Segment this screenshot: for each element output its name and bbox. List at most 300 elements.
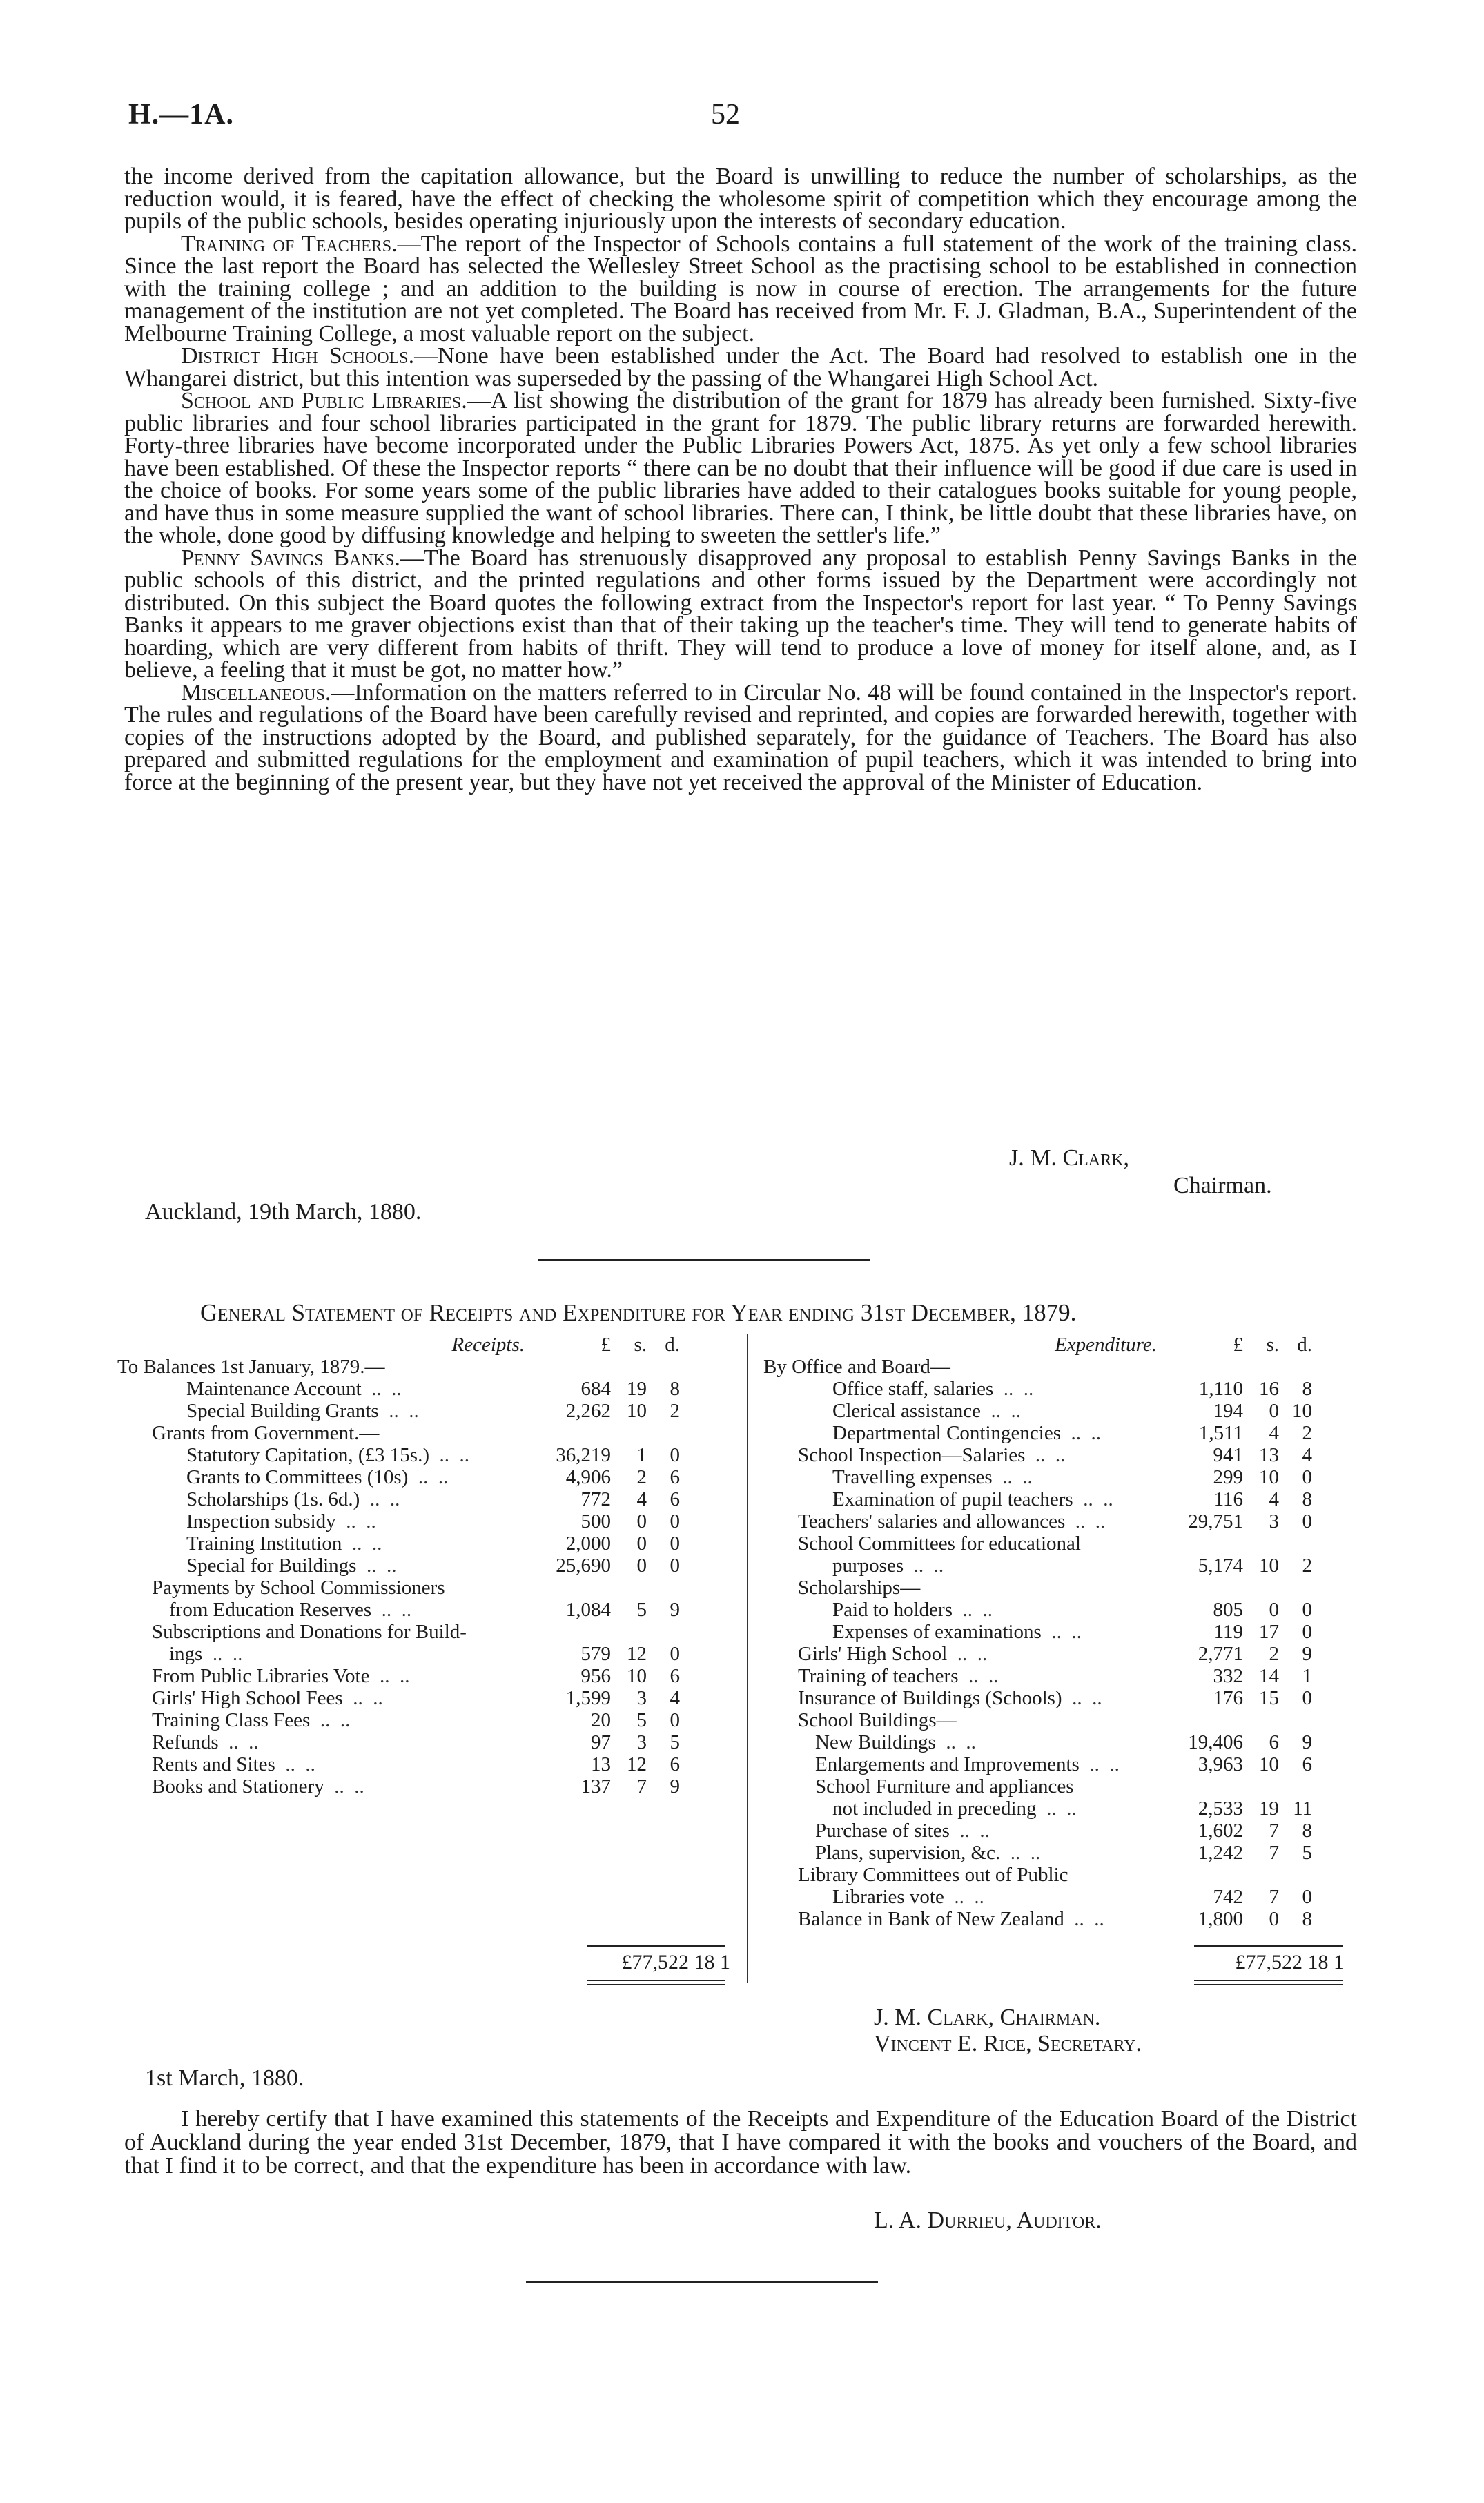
amount-pounds: 500 [580,1510,611,1532]
line-item-label [763,1908,1164,1930]
line-item-label [763,1599,1164,1621]
line-item-text: Special Building Grants [186,1400,379,1422]
line-item-text: Teachers' salaries and allowances [798,1510,1066,1532]
line-item-text: School Furniture and appliances [815,1775,1074,1798]
amount-pence: 4 [670,1687,680,1709]
amount-shillings: 10 [627,1665,647,1687]
leader-dots: .. .. [992,1466,1033,1488]
line-item-text: Clerical assistance [832,1400,981,1422]
line-item-label [763,1444,1164,1466]
page-number: 52 [711,99,740,130]
receipts-row [117,1356,680,1378]
amount-shillings: 19 [1259,1798,1279,1820]
line-item-label [763,1820,1164,1842]
report-reference: H.—1A. [128,99,234,130]
amount-shillings: 2 [636,1466,647,1488]
leader-dots: .. .. [1060,1422,1101,1444]
receipts-row [117,1400,680,1422]
leader-dots: .. .. [953,1599,993,1621]
amount-pence: 2 [1302,1555,1312,1577]
amount-pounds: 772 [580,1488,611,1510]
amount-shillings: 0 [1269,1400,1279,1422]
amount-pence: 6 [670,1753,680,1775]
amount-pence: 0 [1302,1466,1312,1488]
line-item-label [117,1510,531,1532]
amount-pence [647,1577,680,1599]
leader-dots: .. .. [342,1532,382,1555]
amount-shillings [1243,1577,1279,1599]
certificate-date: 1st March, 1880. [145,2065,304,2091]
amount-shillings: 6 [1269,1731,1279,1753]
leader-dots: .. .. [949,1820,990,1842]
amount-shillings: 17 [1259,1621,1279,1643]
line-item-text: Insurance of Buildings (Schools) [798,1687,1062,1709]
leader-dots: .. .. [1064,1908,1104,1930]
amount-pence: 0 [1302,1886,1312,1908]
line-item-text: Enlargements and Improvements [815,1753,1080,1775]
amount-pence [1279,1356,1312,1378]
paragraph-text: —A list showing the distribution of the grant for 1879 has already been furnished. Sixty-five public libraries and four school libraries participated in the grant for 1879. The public library returns are forwarded herewith. Forty-three libraries have become incorporated under the Public Libraries Powers Act, 1875. As yet only a few school libraries have been established. Of these the Inspector reports “ there can be no doubt that their influence will be good if due care is used in the choice of books. For some years some of the public libraries have added to their catalogues books suitable for young people, and have thus in some measure supplied the want of school libraries. There can, I think, be little doubt that these libraries have, on the whole, done good by diffusing knowledge and helping to sweeten the settler's life.” [124,388,1357,548]
amount-shillings: 5 [636,1599,647,1621]
amount-pounds: 742 [1213,1886,1243,1908]
leader-dots: .. .. [904,1555,944,1577]
expenditure-sum-rule [1194,1945,1343,1947]
amount-pence: 2 [670,1400,680,1422]
amount-shillings: 13 [1259,1444,1279,1466]
amount-pounds: 4,906 [565,1466,611,1488]
amount-shillings: 3 [1269,1510,1279,1532]
line-item-text: Books and Stationery [152,1775,324,1798]
line-item-text: Libraries vote [832,1886,944,1908]
line-item-text: purposes [832,1555,904,1577]
amount-pence [647,1621,680,1643]
amount-pence: 8 [1302,1378,1312,1400]
amount-pence: 5 [670,1731,680,1753]
line-item-label [763,1842,1164,1864]
expenditure-row [763,1599,1312,1621]
paragraph-text: the income derived from the capitation allowance, but the Board is unwilling to reduce the number of scholarships, as the reduction would, it is feared, have the effect of checking the wholesome spirit of competition which they encourage among the pupils of the public schools, besides operating injuriously upon the interests of secondary education. [124,164,1357,234]
expenditure-row [763,1687,1312,1709]
expenditure-row [763,1466,1312,1488]
line-item-text: Purchase of sites [815,1820,950,1842]
closing-divider [526,2281,878,2283]
amount-shillings: 16 [1259,1378,1279,1400]
line-item-text: Training of teachers [798,1665,959,1687]
line-item-label [763,1709,1164,1731]
amount-pence: 9 [1302,1643,1312,1665]
amount-pounds [1164,1532,1243,1555]
line-item-label [117,1621,531,1643]
leader-dots: .. .. [371,1599,412,1621]
receipts-row [117,1555,680,1577]
amount-shillings: 0 [636,1510,647,1532]
leader-dots: .. .. [1062,1687,1102,1709]
line-item-text: Girls' High School [798,1643,948,1665]
leader-dots: .. .. [275,1753,315,1775]
leader-dots: .. .. [218,1731,259,1753]
leader-dots: .. .. [342,1687,383,1709]
amount-shillings [611,1356,647,1378]
expenditure-table [763,1334,1312,1930]
leader-dots: .. .. [1000,1842,1041,1864]
auditor-signature: L. A. Durrieu, Auditor. [874,2208,1102,2233]
expenditure-row [763,1555,1312,1577]
leader-dots: .. .. [935,1731,976,1753]
paragraph-text: —None have been established under the Act. The Board had resolved to establish one in the Whangarei district, but this intention was superseded by the passing of the Whangarei High School Act. [124,343,1357,391]
amount-pounds: 1,511 [1198,1422,1243,1444]
amount-pounds: 941 [1213,1444,1243,1466]
amount-shillings: 12 [627,1753,647,1775]
amount-pounds: 684 [580,1378,611,1400]
amount-pounds: 1,242 [1198,1842,1243,1864]
amount-pence: 0 [1302,1510,1312,1532]
amount-pounds: 1,599 [565,1687,611,1709]
paragraph-training [124,233,1357,346]
line-item-text: Inspection subsidy [186,1510,336,1532]
line-item-label [117,1753,531,1775]
amount-pounds: 2,000 [565,1532,611,1555]
line-item-label [117,1643,531,1665]
amount-shillings [1243,1775,1279,1798]
pounds-header: £ [601,1334,611,1356]
receipts-row [117,1665,680,1687]
expenditure-row [763,1775,1312,1798]
receipts-table [117,1334,680,1798]
line-item-label [763,1798,1164,1820]
amount-shillings: 10 [1259,1466,1279,1488]
amount-shillings: 3 [636,1687,647,1709]
receipts-row [117,1731,680,1753]
pence-header: d. [1297,1334,1312,1356]
amount-pence: 8 [670,1378,680,1400]
line-item-label [763,1378,1164,1400]
leader-dots: .. .. [1065,1510,1106,1532]
expenditure-row [763,1356,1312,1378]
leader-dots: .. .. [1036,1798,1077,1820]
report-signatory-name: J. M. Clark, [1009,1145,1129,1171]
paragraph-miscellaneous [124,679,1357,795]
amount-pence: 0 [670,1555,680,1577]
amount-shillings [611,1422,647,1444]
amount-pounds: 116 [1213,1488,1243,1510]
amount-pence: 0 [670,1444,680,1466]
receipts-row [117,1709,680,1731]
expenditure-row [763,1577,1312,1599]
amount-pounds: 194 [1213,1400,1243,1422]
line-item-label [763,1775,1164,1798]
line-item-text: Training Institution [186,1532,342,1555]
amount-pounds: 25,690 [556,1555,611,1577]
line-item-label [117,1731,531,1753]
line-item-text: Grants to Committees (10s) [186,1466,409,1488]
leader-dots: .. .. [947,1643,988,1665]
amount-pounds: 97 [591,1731,611,1753]
expenditure-row [763,1532,1312,1555]
amount-pounds: 29,751 [1188,1510,1243,1532]
statement-signature-secretary: Vincent E. Rice, Secretary. [874,2031,1142,2056]
amount-pence: 5 [1302,1842,1312,1864]
expenditure-row [763,1753,1312,1775]
amount-pounds [1164,1356,1243,1378]
amount-pence: 1 [1302,1665,1312,1687]
line-item-text: not included in preceding [832,1798,1037,1820]
line-item-text: Subscriptions and Donations for Build- [152,1621,467,1643]
line-item-text: Travelling expenses [832,1466,993,1488]
leader-dots: .. .. [958,1665,999,1687]
amount-pounds [1164,1577,1243,1599]
receipts-row [117,1621,680,1643]
amount-pence: 0 [1302,1621,1312,1643]
receipts-row [117,1577,680,1599]
leader-dots: .. .. [310,1709,351,1731]
expenditure-row [763,1400,1312,1422]
line-item-text: Payments by School Commissioners [152,1577,445,1599]
amount-shillings: 3 [636,1731,647,1753]
amount-pence [1279,1709,1312,1731]
line-item-label [763,1687,1164,1709]
amount-pounds: 332 [1213,1665,1243,1687]
line-item-text: To Balances 1st January, 1879.— [117,1356,385,1378]
expenditure-row [763,1731,1312,1753]
report-place-date: Auckland, 19th March, 1880. [145,1199,422,1225]
line-item-label [117,1422,531,1444]
amount-pounds: 3,963 [1198,1753,1243,1775]
amount-pounds: 20 [591,1709,611,1731]
receipts-row [117,1643,680,1665]
pence-header: d. [665,1334,680,1356]
amount-pounds: 2,262 [565,1400,611,1422]
amount-pence [1279,1532,1312,1555]
leader-dots: .. .. [356,1555,397,1577]
expenditure-row [763,1842,1312,1864]
receipts-total-double-rule [587,1980,725,1985]
line-item-text: Statutory Capitation, (£3 15s.) [186,1444,429,1466]
receipts-total: £77,522 18 1 [621,1951,730,1974]
amount-shillings: 2 [1269,1643,1279,1665]
leader-dots: .. .. [1073,1488,1113,1510]
section-heading: District High Schools. [181,343,415,369]
amount-pence [1279,1577,1312,1599]
amount-pence [647,1422,680,1444]
line-item-text: School Committees for educational [798,1532,1081,1555]
amount-pence: 8 [1302,1908,1312,1930]
amount-shillings: 7 [636,1775,647,1798]
amount-pounds: 19,406 [1188,1731,1243,1753]
expenditure-header-row [763,1334,1312,1356]
amount-pounds: 36,219 [556,1444,611,1466]
amount-pounds: 1,800 [1198,1908,1243,1930]
amount-pence: 10 [1292,1400,1312,1422]
amount-pounds: 5,174 [1198,1555,1243,1577]
amount-pounds [531,1621,611,1643]
amount-pence: 6 [670,1488,680,1510]
receipts-header-row [117,1334,680,1356]
paragraph-intro [124,166,1357,233]
section-heading: Penny Savings Banks. [181,545,400,571]
line-item-label [117,1488,531,1510]
line-item-label [763,1753,1164,1775]
amount-pounds: 176 [1213,1687,1243,1709]
line-item-label [117,1444,531,1466]
amount-pence [1279,1775,1312,1798]
amount-pounds: 2,771 [1198,1643,1243,1665]
amount-shillings: 4 [1269,1422,1279,1444]
leader-dots: .. .. [324,1775,364,1798]
line-item-label [763,1621,1164,1643]
amount-pence: 0 [670,1643,680,1665]
amount-pence: 9 [670,1775,680,1798]
expenditure-row [763,1820,1312,1842]
line-item-text: New Buildings [815,1731,936,1753]
amount-shillings [1243,1864,1279,1886]
amount-shillings: 10 [1259,1753,1279,1775]
pounds-header: £ [1233,1334,1243,1356]
line-item-text: Scholarships— [798,1577,921,1599]
column-divider [747,1334,748,1983]
amount-pounds: 2,533 [1198,1798,1243,1820]
line-item-text: Refunds [152,1731,219,1753]
amount-pence: 9 [1302,1731,1312,1753]
paragraph-text: —The Board has strenuously disapproved any proposal to establish Penny Savings Banks in the public schools of this district, and the printed regulations and other forms issued by the Department were accordingly not distributed. On this subject the Board quotes the following extract from the Inspector's report for last year. “ To Penny Savings Banks it appears to me graver objections exist than that of their taking up the teacher's time. They will tend to generate habits of hoarding, which are very different from habits of thrift. They will tend to produce a love of money for itself alone, and, as I believe, a feeling that it must be got, no matter how.” [124,545,1358,683]
line-item-label [117,1775,531,1798]
amount-shillings: 15 [1259,1687,1279,1709]
line-item-label [763,1532,1164,1555]
amount-shillings: 7 [1269,1820,1279,1842]
paragraph-text: —The report of the Inspector of Schools contains a full statement of the work of the training class. Since the last report the Board has selected the Wellesley Street School as the practising school to be established in connection with the training college ; and an addition to the building is now in course of erection. The arrangements for the future management of the institution are not yet completed. The Board has received from Mr. F. J. Gladman, B.A., Superintendent of the Melbourne Training College, a most valuable report on the subject. [124,231,1357,347]
section-heading: School and Public Libraries. [181,388,467,413]
amount-shillings [1243,1356,1279,1378]
line-item-text: By Office and Board— [763,1356,950,1378]
expenditure-row [763,1444,1312,1466]
line-item-label [763,1665,1164,1687]
leader-dots: .. .. [429,1444,469,1466]
expenditure-row [763,1798,1312,1820]
leader-dots: .. .. [1079,1753,1120,1775]
expenditure-total: £77,522 18 1 [1235,1951,1344,1974]
expenditure-row [763,1864,1312,1886]
leader-dots: .. .. [361,1378,402,1400]
amount-shillings: 7 [1269,1842,1279,1864]
amount-pounds [531,1422,611,1444]
line-item-label [117,1687,531,1709]
line-item-label [117,1532,531,1555]
amount-pence [1279,1864,1312,1886]
leader-dots: .. .. [335,1510,376,1532]
amount-pence: 0 [1302,1687,1312,1709]
amount-pence: 6 [670,1466,680,1488]
paragraph-libraries [124,390,1357,547]
section-heading: Miscellaneous. [181,679,331,705]
amount-shillings: 10 [627,1400,647,1422]
line-item-text: ings [169,1643,203,1665]
line-item-label [117,1599,531,1621]
line-item-text: Training Class Fees [152,1709,311,1731]
leader-dots: .. .. [378,1400,419,1422]
amount-shillings [1243,1709,1279,1731]
amount-shillings [611,1577,647,1599]
amount-pence: 0 [670,1709,680,1731]
line-item-text: Special for Buildings [186,1555,357,1577]
amount-pence: 2 [1302,1422,1312,1444]
line-item-text: Examination of pupil teachers [832,1488,1073,1510]
receipts-row [117,1510,680,1532]
receipts-row [117,1466,680,1488]
amount-shillings: 19 [627,1378,647,1400]
receipts-row [117,1532,680,1555]
line-item-text: Scholarships (1s. 6d.) [186,1488,360,1510]
line-item-text: Grants from Government.— [152,1422,380,1444]
line-item-text: From Public Libraries Vote [152,1665,370,1687]
line-item-label [117,1400,531,1422]
expenditure-row [763,1665,1312,1687]
receipts-row [117,1753,680,1775]
line-item-label [117,1555,531,1577]
amount-pounds [1164,1864,1243,1886]
amount-pence [647,1356,680,1378]
amount-pounds: 805 [1213,1599,1243,1621]
auditor-certificate: I hereby certify that I have examined this statements of the Receipts and Expenditure of the Education Board of the District of Auckland during the year ended 31st December, 1879, that I have compared it with the books and vouchers of the Board, and that I find it to be correct, and that the expenditure has been in accordance with law. [124,2106,1357,2179]
line-item-label [117,1709,531,1731]
line-item-text: School Buildings— [798,1709,957,1731]
line-item-label [117,1356,531,1378]
line-item-label [763,1488,1164,1510]
amount-shillings: 7 [1269,1886,1279,1908]
leader-dots: .. .. [993,1378,1034,1400]
line-item-text: School Inspection—Salaries [798,1444,1026,1466]
report-body [124,166,1357,794]
expenditure-total-double-rule [1194,1980,1343,1985]
line-item-label [763,1422,1164,1444]
line-item-text: Office staff, salaries [832,1378,994,1400]
line-item-label [763,1400,1164,1422]
section-divider [538,1259,870,1261]
amount-pounds: 137 [580,1775,611,1798]
shillings-header: s. [1266,1334,1279,1356]
line-item-label [763,1886,1164,1908]
amount-pence: 0 [1302,1599,1312,1621]
leader-dots: .. .. [944,1886,984,1908]
expenditure-row [763,1643,1312,1665]
amount-shillings: 12 [627,1643,647,1665]
line-item-text: Expenses of examinations [832,1621,1042,1643]
receipts-row [117,1599,680,1621]
paragraph-district-high-schools [124,345,1357,390]
expenditure-row [763,1886,1312,1908]
amount-pence: 4 [1302,1444,1312,1466]
line-item-text: Paid to holders [832,1599,953,1621]
line-item-label [763,1356,1164,1378]
line-item-text: Library Committees out of Public [798,1864,1068,1886]
receipts-row [117,1687,680,1709]
amount-pounds [1164,1775,1243,1798]
amount-shillings: 4 [1269,1488,1279,1510]
line-item-text: Departmental Contingencies [832,1422,1061,1444]
amount-pence: 0 [670,1532,680,1555]
amount-pence: 8 [1302,1488,1312,1510]
amount-pence: 6 [670,1665,680,1687]
paragraph-text: —Information on the matters referred to in Circular No. 48 will be found contained in the Inspector's report. The rules and regulations of the Board have been carefully revised and reprinted, and copies are forwarded herewith, together with copies of the instructions adopted by the Board, and published separately, for the guidance of Teachers. The Board has also prepared and submitted regulations for the employment and examination of pupil teachers, which it was intended to bring into force at the beginning of the present year, but they have not yet received the approval of the Minister of Education. [124,679,1357,795]
amount-shillings: 14 [1259,1665,1279,1687]
line-item-label [763,1555,1164,1577]
line-item-label [117,1577,531,1599]
expenditure-row [763,1621,1312,1643]
line-item-label [763,1466,1164,1488]
leader-dots: .. .. [202,1643,243,1665]
amount-pounds: 299 [1213,1466,1243,1488]
line-item-text: Balance in Bank of New Zealand [798,1908,1064,1930]
amount-shillings: 0 [1269,1599,1279,1621]
amount-pounds: 119 [1213,1621,1243,1643]
